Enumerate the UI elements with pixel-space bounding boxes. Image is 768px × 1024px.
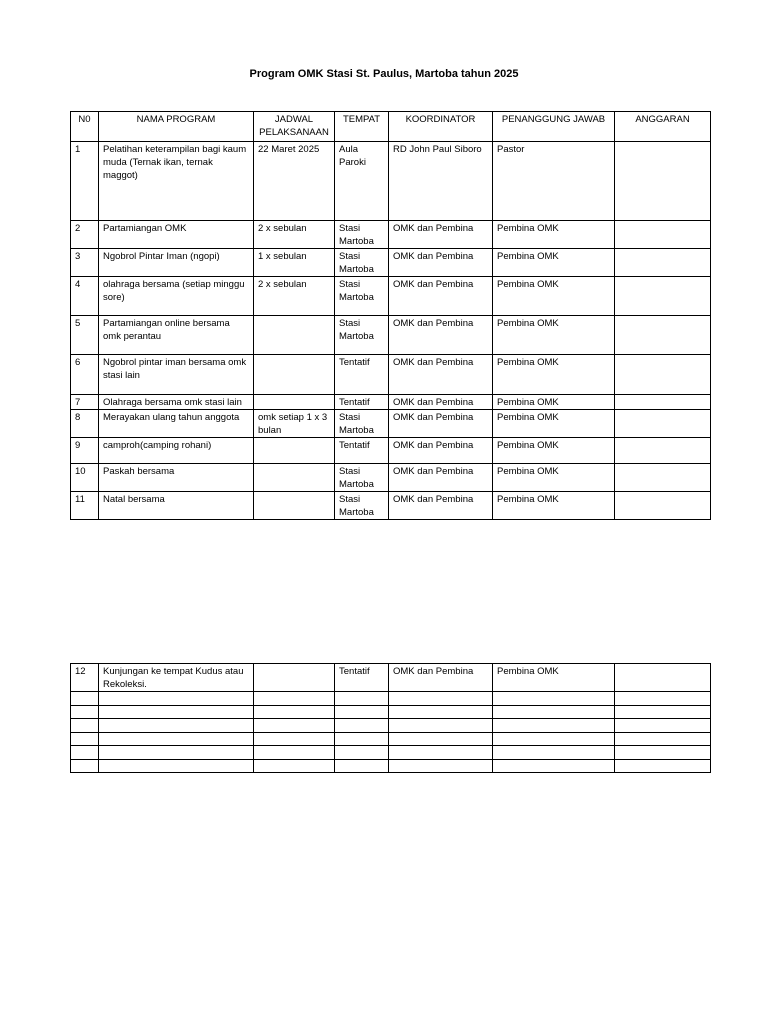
cell-jadwal (254, 746, 335, 760)
cell-tempat: Tentatif (335, 664, 389, 692)
cell-jadwal (254, 464, 335, 492)
cell-koordinator: OMK dan Pembina (389, 249, 493, 277)
cell-nama-program: Paskah bersama (99, 464, 254, 492)
cell-anggaran (615, 692, 711, 706)
cell-penanggung-jawab (493, 733, 615, 746)
cell-penanggung-jawab: Pembina OMK (493, 410, 615, 438)
cell-no (71, 692, 99, 706)
cell-tempat (335, 719, 389, 733)
header-nama-program: NAMA PROGRAM (99, 112, 254, 142)
cell-koordinator (389, 746, 493, 760)
cell-nama-program: olahraga bersama (setiap minggu sore) (99, 277, 254, 316)
cell-tempat (335, 760, 389, 773)
cell-anggaran (615, 706, 711, 719)
cell-anggaran (615, 221, 711, 249)
cell-nama-program: Partamiangan OMK (99, 221, 254, 249)
cell-nama-program: Kunjungan ke tempat Kudus atau Rekoleksi. (99, 664, 254, 692)
cell-penanggung-jawab: Pembina OMK (493, 355, 615, 395)
cell-penanggung-jawab: Pembina OMK (493, 316, 615, 355)
cell-anggaran (615, 760, 711, 773)
cell-penanggung-jawab (493, 760, 615, 773)
cell-penanggung-jawab: Pembina OMK (493, 395, 615, 410)
table-row (71, 438, 711, 464)
header-jadwal: JADWAL PELAKSANAAN (254, 112, 335, 142)
cell-koordinator: OMK dan Pembina (389, 221, 493, 249)
cell-jadwal (254, 395, 335, 410)
cell-tempat: Tentatif (335, 355, 389, 395)
cell-koordinator (389, 692, 493, 706)
table-row (71, 355, 711, 395)
cell-koordinator (389, 760, 493, 773)
cell-penanggung-jawab: Pembina OMK (493, 221, 615, 249)
cell-jadwal (254, 692, 335, 706)
cell-koordinator: OMK dan Pembina (389, 664, 493, 692)
table-row (71, 760, 711, 773)
cell-penanggung-jawab: Pembina OMK (493, 492, 615, 520)
cell-penanggung-jawab (493, 706, 615, 719)
cell-no: 1 (71, 142, 99, 221)
cell-tempat (335, 733, 389, 746)
table-row (71, 395, 711, 410)
cell-koordinator (389, 719, 493, 733)
cell-tempat: Tentatif (335, 438, 389, 464)
cell-no: 12 (71, 664, 99, 692)
header-penanggung-jawab: PENANGGUNG JAWAB (493, 112, 615, 142)
cell-nama-program (99, 692, 254, 706)
cell-jadwal: 22 Maret 2025 (254, 142, 335, 221)
cell-no: 11 (71, 492, 99, 520)
cell-jadwal (254, 733, 335, 746)
cell-koordinator: OMK dan Pembina (389, 277, 493, 316)
cell-no: 4 (71, 277, 99, 316)
cell-tempat (335, 706, 389, 719)
cell-jadwal (254, 438, 335, 464)
header-koordinator: KOORDINATOR (389, 112, 493, 142)
cell-nama-program: Merayakan ulang tahun anggota (99, 410, 254, 438)
cell-nama-program: Ngobrol pintar iman bersama omk stasi lain (99, 355, 254, 395)
cell-penanggung-jawab: Pembina OMK (493, 249, 615, 277)
table-row (71, 277, 711, 316)
cell-penanggung-jawab: Pastor (493, 142, 615, 221)
cell-anggaran (615, 395, 711, 410)
cell-anggaran (615, 142, 711, 221)
cell-anggaran (615, 492, 711, 520)
cell-tempat (335, 692, 389, 706)
cell-koordinator: OMK dan Pembina (389, 492, 493, 520)
cell-nama-program: Partamiangan online bersama omk perantau (99, 316, 254, 355)
cell-anggaran (615, 410, 711, 438)
document-title: Program OMK Stasi St. Paulus, Martoba tahun 2025 (249, 68, 519, 80)
cell-no: 9 (71, 438, 99, 464)
cell-nama-program: Natal bersama (99, 492, 254, 520)
cell-no: 10 (71, 464, 99, 492)
cell-no: 6 (71, 355, 99, 395)
table-row (71, 316, 711, 355)
table-row (71, 492, 711, 520)
cell-nama-program: camproh(camping rohani) (99, 438, 254, 464)
cell-penanggung-jawab: Pembina OMK (493, 464, 615, 492)
cell-penanggung-jawab (493, 746, 615, 760)
cell-jadwal: 1 x sebulan (254, 249, 335, 277)
cell-koordinator: OMK dan Pembina (389, 395, 493, 410)
cell-anggaran (615, 277, 711, 316)
cell-anggaran (615, 746, 711, 760)
cell-penanggung-jawab (493, 719, 615, 733)
cell-no (71, 760, 99, 773)
cell-jadwal (254, 355, 335, 395)
cell-tempat: Stasi Martoba (335, 316, 389, 355)
cell-penanggung-jawab: Pembina OMK (493, 277, 615, 316)
cell-penanggung-jawab: Pembina OMK (493, 438, 615, 464)
program-table (70, 111, 711, 520)
table-row (71, 410, 711, 438)
cell-anggaran (615, 316, 711, 355)
header-tempat: TEMPAT (335, 112, 389, 142)
cell-nama-program: Olahraga bersama omk stasi lain (99, 395, 254, 410)
program-table-continued (70, 663, 711, 773)
cell-koordinator: OMK dan Pembina (389, 464, 493, 492)
cell-penanggung-jawab (493, 692, 615, 706)
table-row (71, 142, 711, 221)
table-row (71, 221, 711, 249)
table-row (71, 733, 711, 746)
cell-jadwal (254, 664, 335, 692)
table-row (71, 719, 711, 733)
cell-jadwal (254, 760, 335, 773)
cell-anggaran (615, 249, 711, 277)
cell-no: 5 (71, 316, 99, 355)
cell-tempat: Stasi Martoba (335, 249, 389, 277)
table-row (71, 746, 711, 760)
cell-tempat: Stasi Martoba (335, 492, 389, 520)
cell-nama-program (99, 706, 254, 719)
table-row (71, 464, 711, 492)
cell-nama-program (99, 760, 254, 773)
cell-jadwal (254, 719, 335, 733)
cell-anggaran (615, 464, 711, 492)
header-no: N0 (71, 112, 99, 142)
cell-koordinator: OMK dan Pembina (389, 316, 493, 355)
cell-koordinator: OMK dan Pembina (389, 438, 493, 464)
cell-anggaran (615, 664, 711, 692)
table-row (71, 664, 711, 692)
table-row (71, 249, 711, 277)
cell-koordinator (389, 733, 493, 746)
table-row (71, 706, 711, 719)
cell-koordinator (389, 706, 493, 719)
cell-jadwal (254, 706, 335, 719)
table-header-row (71, 112, 711, 142)
cell-anggaran (615, 733, 711, 746)
cell-tempat: Aula Paroki (335, 142, 389, 221)
cell-no (71, 746, 99, 760)
cell-no: 8 (71, 410, 99, 438)
cell-jadwal: 2 x sebulan (254, 277, 335, 316)
cell-anggaran (615, 719, 711, 733)
cell-tempat: Tentatif (335, 395, 389, 410)
cell-no (71, 719, 99, 733)
cell-jadwal: 2 x sebulan (254, 221, 335, 249)
cell-nama-program (99, 746, 254, 760)
cell-tempat: Stasi Martoba (335, 221, 389, 249)
cell-tempat: Stasi Martoba (335, 464, 389, 492)
cell-jadwal (254, 316, 335, 355)
cell-no: 3 (71, 249, 99, 277)
cell-no (71, 733, 99, 746)
cell-tempat: Stasi Martoba (335, 410, 389, 438)
cell-koordinator: OMK dan Pembina (389, 410, 493, 438)
cell-nama-program: Ngobrol Pintar Iman (ngopi) (99, 249, 254, 277)
cell-tempat (335, 746, 389, 760)
cell-no: 7 (71, 395, 99, 410)
cell-jadwal (254, 492, 335, 520)
header-anggaran: ANGGARAN (615, 112, 711, 142)
cell-nama-program (99, 719, 254, 733)
cell-nama-program: Pelatihan keterampilan bagi kaum muda (Ternak ikan, ternak maggot) (99, 142, 254, 221)
table-row (71, 692, 711, 706)
cell-no (71, 706, 99, 719)
cell-no: 2 (71, 221, 99, 249)
cell-penanggung-jawab: Pembina OMK (493, 664, 615, 692)
cell-tempat: Stasi Martoba (335, 277, 389, 316)
cell-anggaran (615, 438, 711, 464)
cell-anggaran (615, 355, 711, 395)
cell-koordinator: RD John Paul Siboro (389, 142, 493, 221)
cell-nama-program (99, 733, 254, 746)
cell-koordinator: OMK dan Pembina (389, 355, 493, 395)
cell-jadwal: omk setiap 1 x 3 bulan (254, 410, 335, 438)
